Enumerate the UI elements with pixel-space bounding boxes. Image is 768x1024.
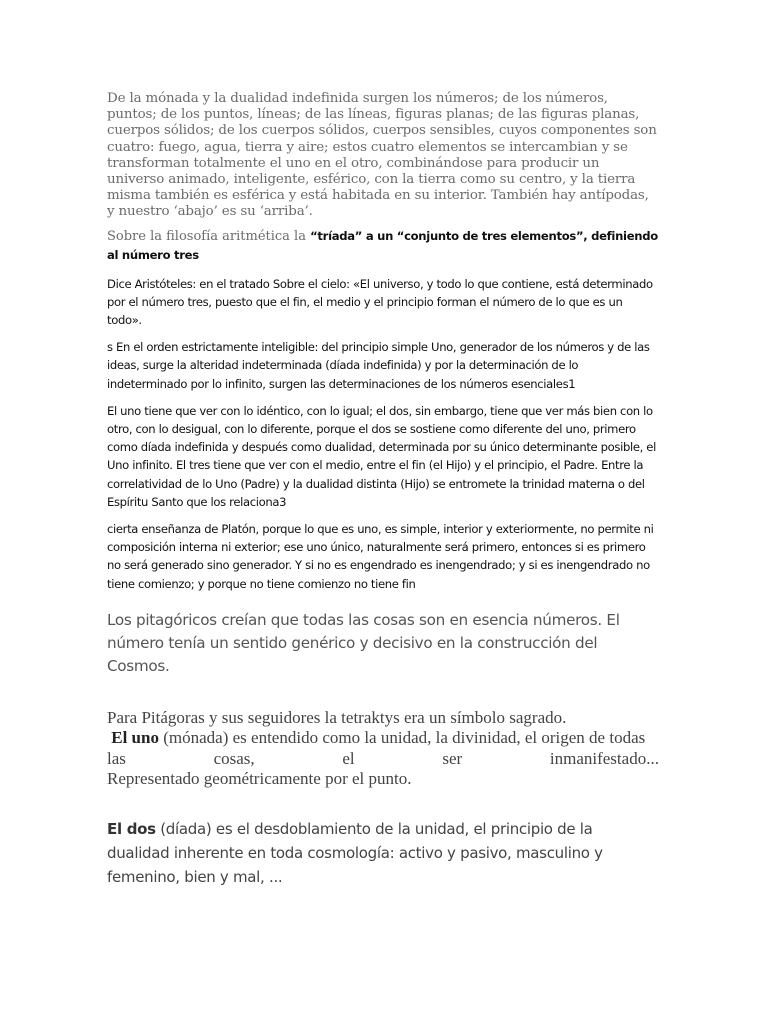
- paragraph-triad: [107, 227, 659, 266]
- word: ser: [442, 748, 463, 768]
- paragraph-one-and-two: El uno tiene que ver con lo idéntico, con lo igual; el dos, sin embargo, tiene que ver más bien con lo otro, con lo desigual, con lo diferente, porque el dos se sostiene como diferente del uno, primero como díada indefinida y después como dualidad, determinada por su único determinante posible, el Uno infinito. El tres tiene que ver con el medio, entre el fin (el Hijo) y el principio, el Padre. Entre la correlatividad de lo Uno (Padre) y la dualidad distinta (Hijo) se entromete la trinidad materna o del Espíritu Santo que los relaciona3: [107, 403, 656, 509]
- paragraph-aristotle: Dice Aristóteles: en el tratado Sobre el cielo: «El universo, y todo lo que contiene, está determinado por el número tres, puesto que el fin, el medio y el principio forman el número de lo que es un todo».: [107, 276, 653, 328]
- document-page: [107, 91, 659, 889]
- word: el: [342, 748, 355, 768]
- paragraph-plato: cierta enseñanza de Platón, porque lo que es uno, es simple, interior y exteriormente, no permite ni composición interna ni exterior; ese uno único, naturalmente será primero, entonces si es primero no será generado sino generador. Y si no es engendrado es inengendrado; y si es inengendrado no tiene comienzo; y porque no tiene comienzo no tiene fin: [107, 522, 654, 591]
- el-uno-rest: (mónada) es entendido como la unidad, la divinidad, el origen de todas: [158, 728, 646, 748]
- tetraktys-line-4: Representado geométricamente por el punto.: [107, 769, 412, 789]
- paragraph-tetraktys: [107, 708, 659, 790]
- paragraph-el-dos: [107, 817, 659, 889]
- paragraph-intelligible-order: s En el orden estrictamente inteligible: del principio simple Uno, generador de los números y de las ideas, surge la alteridad indeterminada (díada indefinida) y por la determinación de lo indeterminado por lo infinito, surgen las determinaciones de los números esenciales1: [107, 340, 650, 391]
- word: las: [107, 748, 126, 768]
- paragraph-pythagoreans: Los pitagóricos creían que todas las cosas son en esencia números. El número tenía un sentido genérico y decisivo en la construcción del Cosmos.: [107, 610, 620, 675]
- word: cosas,: [213, 748, 255, 768]
- tetraktys-line-3: [107, 749, 659, 770]
- el-uno-bold: El uno: [111, 728, 159, 748]
- word: inmanifestado...: [549, 748, 659, 768]
- paragraph-monad: De la mónada y la dualidad indefinida surgen los números; de los números, puntos; de los puntos, líneas; de las líneas, figuras planas; de las figuras planas, cuerpos sólidos; de los cuerpos sólidos, cuerpos sensibles, cuyos componentes son cuatro: fuego, agua, tierra y aire; estos cuatro elementos se intercambian y se transforman totalmente el uno en el otro, combinándose para producir un universo animado, inteligente, esférico, con la tierra como su centro, y la tierra misma también es esférica y está habitada en su interior. También hay antípodas, y nuestro ‘abajo’ es su ‘arriba’.: [107, 91, 657, 220]
- tetraktys-line-2: [107, 728, 659, 749]
- el-dos-rest: (díada) es el desdoblamiento de la unidad, el principio de la dualidad inherente en toda cosmología: activo y pasivo, masculino y femenino, bien y mal, ...: [107, 819, 603, 886]
- triad-prefix: Sobre la filosofía aritmética la: [107, 228, 311, 244]
- el-dos-bold: El dos: [107, 819, 156, 838]
- triad-bold-text: “tríada” a un “conjunto de tres elementos”, definiendo al número tres: [107, 228, 658, 263]
- tetraktys-line-1: [107, 708, 659, 729]
- tetraktys-line-1-text: Para Pitágoras y sus seguidores la tetraktys era un símbolo sagrado.: [107, 707, 567, 727]
